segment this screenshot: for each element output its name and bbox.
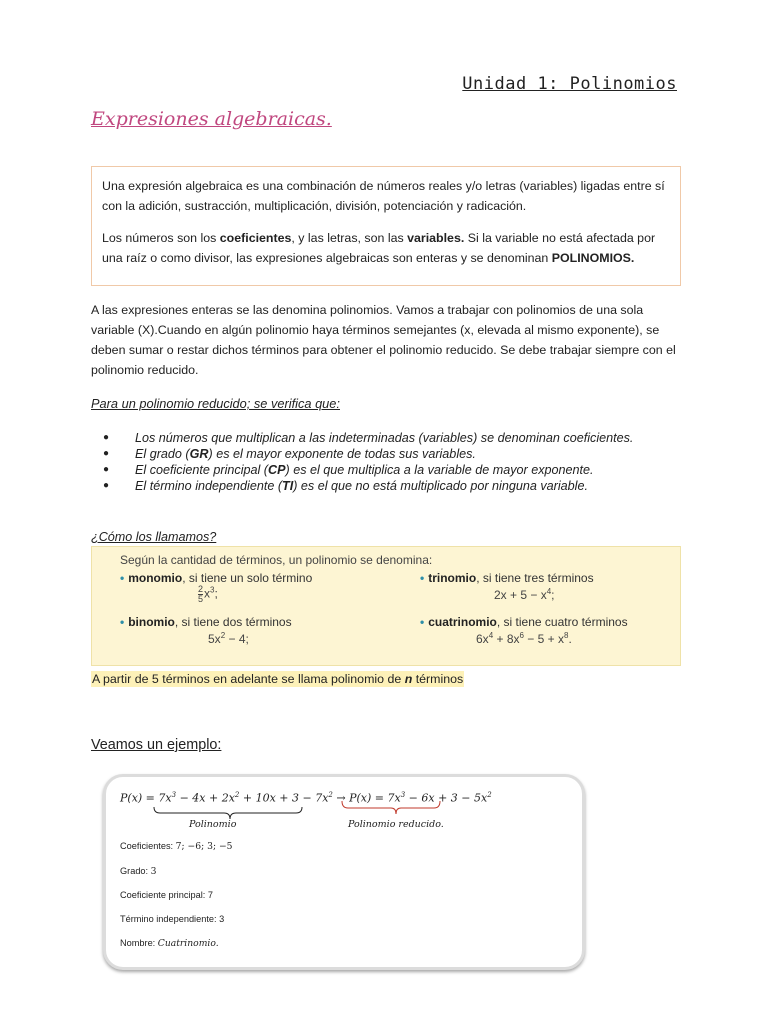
body-paragraph: A las expresiones enteras se las denomina polinomios. Vamos a trabajar con polinomios de una sola variable (X).Cuando en algún polinomio haya términos semejantes (x, elevada al mismo exponente), se deben sumar o restar dichos términos para obtener el polinomio reducido. Se debe trabajar siempre con el polinomio reducido.	[91, 303, 676, 377]
coeficientes-line: Coeficientes: 7; −6; 3; −5	[120, 841, 233, 852]
binomio-item: • binomio, si tiene dos términos	[120, 615, 292, 629]
coeficiente-principal-line: Coeficiente principal: 7	[120, 890, 213, 900]
properties-list	[91, 430, 681, 494]
trinomio-formula: $2x + 5 - x^4$;	[494, 587, 555, 602]
list-item: ● El grado (GR) es el mayor exponente de todas sus variables.	[91, 446, 681, 462]
monomio-item: • monomio, si tiene un solo término	[120, 571, 313, 585]
bullet-icon: •	[420, 615, 425, 629]
term-variables: variables.	[407, 231, 465, 245]
grado-line: Grado: 3	[120, 866, 157, 877]
term-coeficientes: coeficientes	[219, 231, 292, 245]
reducido-label: Polinomio reducido.	[348, 819, 444, 830]
binomio-formula: $5x^2 - 4$;	[208, 631, 249, 646]
unit-title: Unidad 1: Polinomios	[462, 74, 677, 94]
polinomio-label: Polinomio	[189, 819, 237, 830]
cuatrinomio-item: • cuatrinomio, si tiene cuatro términos	[420, 615, 628, 629]
section-title: Expresiones algebraicas.	[91, 108, 332, 130]
list-item: ● El coeficiente principal (CP) es el que multiplica a la variable de mayor exponente.	[91, 462, 681, 478]
example-equation: $P(x) = 7x^3 - 4x + 2x^2 + 10x + 3 - 7x^2 \to P(x) = 7x^3 - 6x + 3 - 5x^2$	[120, 791, 492, 805]
fraction: $\frac{2}{5}$	[198, 584, 204, 604]
list-item: ● Los números que multiplican a las indeterminadas (variables) se denominan coeficientes.	[91, 430, 681, 446]
example-box	[103, 774, 585, 970]
list-item: ● El término independiente (TI) es el que no está multiplicado por ninguna variable.	[91, 478, 681, 494]
bullet-icon: •	[120, 571, 125, 585]
definition-box	[91, 166, 681, 286]
classification-box	[91, 546, 681, 666]
termino-independiente-line: Término independiente: 3	[120, 914, 225, 924]
example-heading: Veamos un ejemplo:	[91, 737, 222, 753]
cuatrinomio-formula: $6x^4 + 8x^6 - 5 + x^8$.	[476, 631, 572, 646]
como-heading: ¿Cómo los llamamos?	[91, 530, 217, 544]
five-terms-note: A partir de 5 términos en adelante se llama polinomio de n términos	[92, 672, 464, 686]
trinomio-item: • trinomio, si tiene tres términos	[420, 571, 594, 585]
definition-paragraph-2: Los números son los coeficientes, y las letras, son las variables. Si la variable no está afectada por una raíz o como divisor, las expresiones algebraicas son enteras y se denominan POLINOMIOS.	[102, 231, 656, 265]
definition-paragraph-1: Una expresión algebraica es una combinación de números reales y/o letras (variables) ligadas entre sí con la adición, sustracción, multiplicación, división, potenciación y radicación.	[102, 179, 665, 213]
bullet-icon: •	[120, 615, 125, 629]
reducido-brace	[342, 801, 440, 814]
classification-intro: Según la cantidad de términos, un polinomio se denomina:	[120, 553, 433, 567]
polinomio-brace	[154, 807, 302, 819]
reduced-polynomial-heading: Para un polinomio reducido; se verifica que:	[91, 396, 340, 411]
nombre-line: Nombre: Cuatrinomio.	[120, 938, 219, 949]
monomio-formula: $\frac{2}{5}$ $x^3$;	[198, 584, 218, 604]
brace-annotations	[106, 777, 582, 837]
bullet-icon: •	[420, 571, 425, 585]
term-polinomios: POLINOMIOS.	[551, 251, 635, 265]
